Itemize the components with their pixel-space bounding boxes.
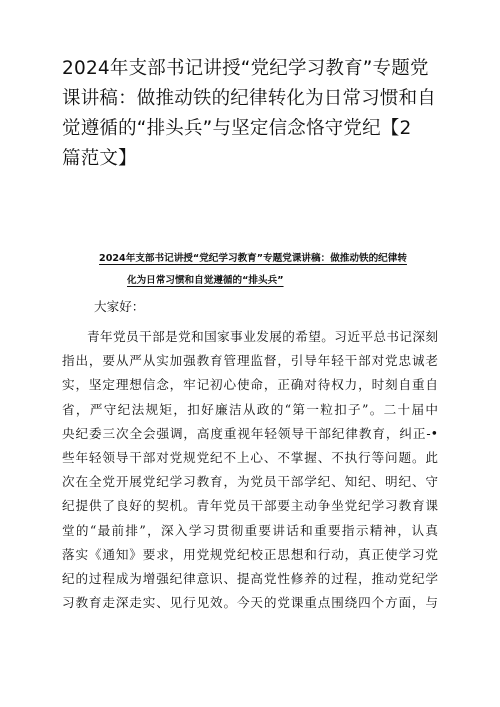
greeting: 大家好： — [94, 299, 145, 314]
body-paragraph — [62, 325, 438, 615]
section-heading-line: 化为日常习惯和自觉遵循的“排头兵” — [127, 275, 284, 286]
section-heading — [58, 248, 448, 292]
paragraph-line: 习教育走深走实、见行见效。今天的党课重点围绕四个方面，与 — [62, 595, 438, 611]
paragraph-line: 省，严守纪法规矩，扣好廉洁从政的“第一粒扣子”。二十届中 — [62, 401, 438, 417]
paragraph-line: 青年党员干部是党和国家事业发展的希望。习近平总书记深刻 — [87, 329, 438, 344]
paragraph-line: 实，坚定理想信念，牢记初心使命，正确对待权力，时刻自重自 — [62, 377, 438, 393]
paragraph-line: 落实《通知》要求，用党规党纪校正思想和行动，真正使学习党 — [62, 546, 438, 562]
paragraph-line: 堂的“最前排”，深入学习贯彻重要讲话和重要指示精神，认真 — [62, 522, 438, 538]
paragraph-line: 指出，要从严从实加强教育管理监督，引导年轻干部对党忠诚老 — [62, 353, 438, 369]
title-line: 课讲稿：做推动铁的纪律转化为日常习惯和自 — [62, 88, 437, 109]
section-heading-line: 2024年支部书记讲授“党纪学习教育”专题党课讲稿：做推动铁的纪律转 — [99, 253, 407, 264]
title-line: 觉遵循的“排头兵”与坚定信念恪守党纪【2 — [62, 118, 412, 139]
paragraph-line: 纪的过程成为增强纪律意识、提高党性修养的过程，推动党纪学 — [62, 571, 438, 587]
document-title — [62, 54, 446, 174]
paragraph-line: 纪提供了良好的契机。青年党员干部要主动争坐党纪学习教育课 — [62, 498, 438, 514]
title-line: 篇范文】 — [62, 148, 137, 169]
paragraph-line: 次在全党开展党纪学习教育，为党员干部学纪、知纪、明纪、守 — [62, 474, 438, 490]
title-line: 2024年支部书记讲授“党纪学习教育”专题党 — [62, 58, 429, 79]
paragraph-line: 些年轻领导干部对党规党纪不上心、不掌握、不执行等问题。此 — [62, 450, 438, 466]
paragraph-line: 央纪委三次全会强调，高度重视年轻领导干部纪律教育，纠正-• — [62, 425, 438, 441]
